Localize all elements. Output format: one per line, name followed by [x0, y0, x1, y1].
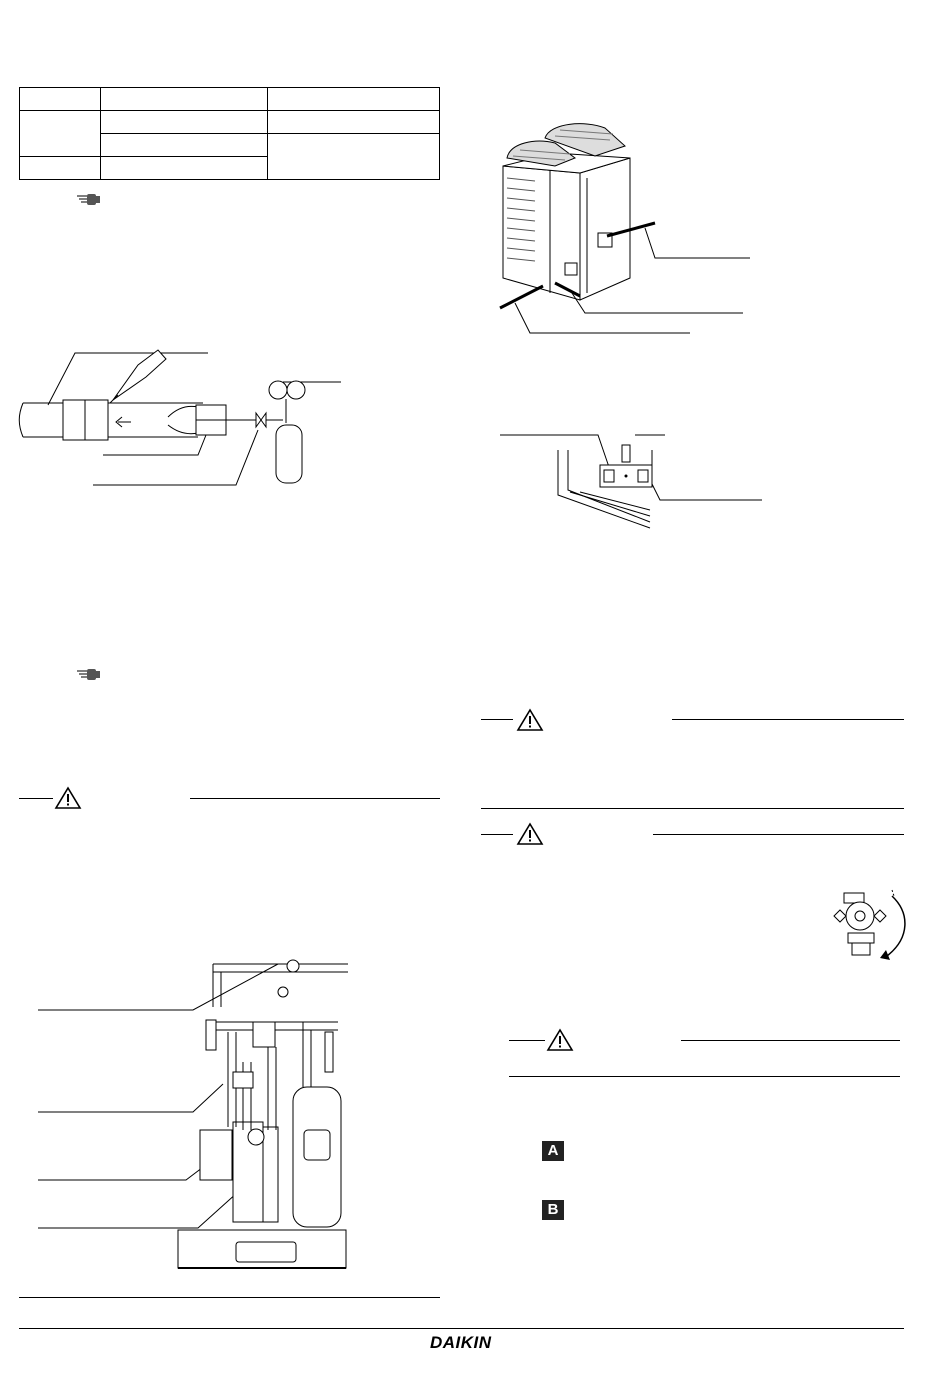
table-cell	[268, 134, 440, 180]
brazing-nitrogen-figure	[18, 345, 348, 490]
badge-a: A	[542, 1141, 564, 1161]
section-rule	[481, 808, 904, 809]
warning-triangle-icon	[546, 1028, 574, 1052]
warning-triangle-icon	[516, 822, 544, 846]
warning-rule	[190, 798, 440, 799]
footer-rule	[19, 1328, 904, 1329]
table-row	[20, 88, 440, 111]
warning-rule	[672, 719, 904, 720]
table-cell	[101, 111, 268, 134]
table-cell	[20, 157, 101, 180]
table-cell	[20, 111, 101, 157]
warning-triangle-icon	[516, 708, 544, 732]
warning-triangle-icon	[54, 786, 82, 810]
bottom-plate-detail-figure	[500, 430, 765, 535]
daikin-logo: DAIKIN	[430, 1333, 492, 1352]
outdoor-unit-exterior-figure	[495, 118, 760, 338]
table-row	[20, 111, 440, 134]
table-cell	[101, 134, 268, 157]
warning-rule	[681, 1040, 900, 1041]
table-cell	[20, 88, 101, 111]
note-hand-icon	[77, 193, 101, 207]
table-cell	[268, 88, 440, 111]
warning-rule	[509, 1040, 545, 1041]
badge-b: B	[542, 1200, 564, 1220]
section-rule	[19, 1297, 440, 1298]
spec-table	[19, 87, 440, 180]
note-hand-icon	[77, 668, 101, 682]
stop-valve-icon	[832, 888, 912, 963]
warning-rule	[481, 719, 513, 720]
warning-rule	[481, 834, 513, 835]
table-cell	[268, 111, 440, 134]
warning-rule	[653, 834, 904, 835]
warning-rule	[19, 798, 53, 799]
table-cell	[101, 88, 268, 111]
table-cell	[101, 157, 268, 180]
outdoor-unit-internal-figure	[38, 952, 353, 1272]
section-rule	[509, 1076, 900, 1077]
